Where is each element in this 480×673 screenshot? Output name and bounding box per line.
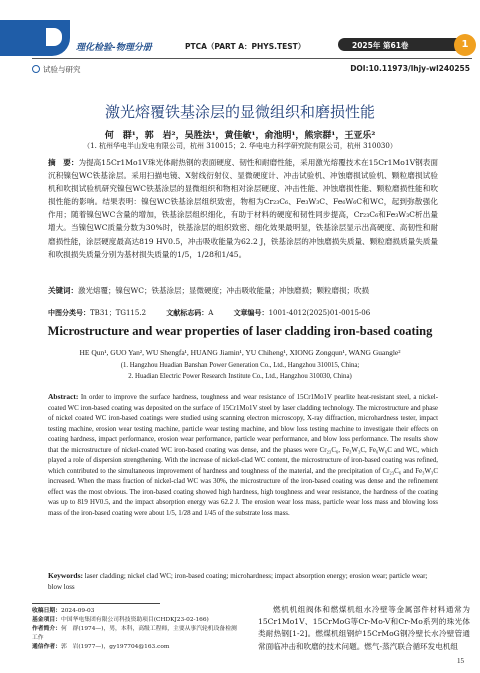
clc-label: 中图分类号：: [48, 308, 90, 317]
keywords-chinese: [48, 285, 448, 297]
keywords-cn-text: 激光熔覆；镍包WC；铁基涂层；显微硬度；冲击吸收能量；冲蚀磨损；颗粒磨损；吹损: [78, 286, 369, 295]
abstract-cn-text: 为提高15Cr1Mo1V珠光体耐热钢的表面硬度、韧性和耐磨性能，采用激光熔覆技术在15Cr1Mo1V钢表面沉积镍包WC铁基涂层。采用扫描电镜、X射线衍射仪、显微硬度计、冲击试验机、冲蚀磨损试验机、颗粒磨损试验机和吹损试验机研究镍包WC铁基涂层的显微组织和物相对涂层硬度、冲击性能、冲蚀磨损性能、颗粒磨损性能和吹损性能的影响。结果表明：镍包WC铁基涂层组织致密，物相为Cr₂₃C₆、Fe₃W₃C、Fe₆W₆C和WC，起到弥散强化作用；随着镍包WC含量的增加，铁基涂层组织细化，有助于材料的硬度和韧性同步提高，Cr₂₃C₆和Fe₃W₃C析出量增大。当镍包WC质量分数为30%时，铁基涂层的组织致密、细化效果最明显，铁基涂层显示出高硬度、高韧性和耐磨损性能，涂层硬度最高达819 HV0.5，冲击吸收能量为62.2 J，铁基涂层的冲蚀磨损失质量、颗粒磨损质量失质量和吹损损失质量分别为基材损失质量的1/5，1/28和1/45。: [48, 158, 439, 259]
fund-text: 中国华电集团有限公司科技资助项目(CHDKJ23-02-166): [61, 617, 209, 623]
abstract-en-text: In order to improve the surface hardness, toughness and wear resistance of 15Cr1Mo1V pearlite heat-resistant steel, a nickel-coated WC iron-based coating was deposited on the surface of 15Cr1Mo1V steel by laser cladding technology. The microstructure and phase of nickel coated WC iron-based coatings were studied using scanning electron microscopy, X-ray diffraction, microhardness tester, impact testing machine, erosion wear testing machine, particle wear testing machine, and blow loss testing machine to investigate their effects on coating hardness, impact performance, erosion wear performance, particle wear performance, and blow loss performance. The results show that the microstructure of nickel-coated WC iron-based coating was dense, and the phases were Cr₂₃C₆, Fe₃W₃C, Fe₆W₆C and WC, which played a role of dispersion strengthening. With the increase of nickel-clad WC content, the microstructure of iron-based coating was refined, which contributed to the simultaneous improvement of hardness and toughness of the material, and the precipitation of Cr₂₃C₆ and Fe₃W₃C increased. When the mass fraction of nickel-clad WC was 30%, the microstructure of the iron-based coating was dense and the refinement effect was the most obvious. The iron-based coating showed high hardness, high toughness and wear resistance, the hardness of the coating was up to 819 HV0.5, and the impact absorption energy was 62.2 J. The erosion wear loss mass, particle wear loss mass and blowing loss mass of the iron-based coating were about 1/5, 1/28 and 1/45 of the substrate loss mass.: [48, 394, 438, 518]
footnote-rule: [32, 603, 160, 604]
classification-info: [48, 308, 468, 318]
article-number-label: 文章编号：: [233, 308, 269, 317]
issue-number-badge: 1: [454, 34, 476, 56]
article-number-value: 1001-4012(2025)01-0015-06: [268, 309, 371, 317]
header-rule: [32, 58, 472, 59]
corresponding-text[interactable]: 郭 岩(1977—)，gy197704@163.com: [61, 644, 170, 650]
page-number: 15: [457, 657, 464, 665]
journal-logo: [0, 20, 70, 56]
category-icon: [32, 65, 40, 73]
affiliation-en-line-1: (1. Hangzhou Huadian Banshan Power Generation Co., Ltd., Hangzhou 310015, China;: [120, 362, 360, 369]
journal-header: [0, 0, 480, 60]
keywords-en-text: laser cladding; nickel clad WC; iron-based coating; microhardness; impact absorption energy; erosion wear; particle wear; blow loss: [48, 572, 428, 591]
doc-code-value: A: [208, 309, 214, 317]
abstract-en-label: Abstract:: [48, 392, 79, 401]
footnotes: [32, 607, 242, 652]
author-bio-text: 何 群(1974—)，男，本科，高级工程师，主要从事汽轮机设备检测工作: [32, 626, 237, 641]
affiliation-english: [0, 360, 480, 382]
journal-subtitle: PTCA（PART A：PHYS.TEST）: [185, 42, 306, 51]
authors-english: HE Qun¹, GUO Yan², WU Shengfa¹, HUANG Jiamin¹, YU Chiheng¹, XIONG Zongqun¹, WANG Guangle²: [79, 348, 401, 357]
affiliation-en-line-2: 2. Huadian Electric Power Research Institute Co., Ltd., Hangzhou 310030, China): [128, 373, 352, 380]
journal-name: 理化检验-物理分册: [76, 43, 152, 53]
abstract-cn-label: 摘 要：: [48, 158, 79, 167]
doi[interactable]: DOI:10.11973/lhjy-wl240255: [350, 64, 470, 73]
abstract-chinese: [48, 156, 438, 261]
clc-value: TB31；TG115.2: [90, 309, 147, 317]
keywords-cn-label: 关键词：: [48, 286, 78, 295]
corresponding-label: 通信作者：: [32, 644, 61, 650]
authors-chinese: 何 群¹，郭 岩²，吴胜法¹，黄佳敏¹，俞池明¹，熊宗群¹，王亚乐²: [104, 131, 376, 141]
received-date: 2024-09-03: [61, 608, 95, 614]
affiliation-chinese: （1. 杭州华电半山发电有限公司，杭州 310015；2. 华电电力科学研究院有限公司，杭州 310030）: [83, 142, 397, 150]
body-text-intro: 燃机机组阀体和燃煤机组水冷壁等金属部件材料通常为15Cr1Mo1V、15CrMoG等Cr-Mo-V和Cr-Mo系列的珠光体类耐热钢[1-2]。燃煤机组钢炉15CrMoG钢冷壁长水冷壁管通常面临冲击和吹磨的技术问题。燃气-蒸汽联合循环发电机组: [258, 605, 470, 651]
title-chinese: 激光熔覆铁基涂层的显微组织和磨损性能: [104, 103, 375, 121]
issue-badge: [338, 34, 480, 52]
title-english: Microstructure and wear properties of laser cladding iron-based coating: [47, 324, 433, 338]
doc-code-label: 文献标志码：: [166, 308, 209, 317]
section-category: [32, 64, 81, 75]
keywords-english: [48, 570, 438, 593]
received-label: 收稿日期：: [32, 608, 61, 614]
abstract-english: [48, 392, 438, 520]
fund-label: 基金项目：: [32, 617, 61, 623]
category-label: 试验与研究: [43, 65, 81, 74]
issue-text: 2025年 第61卷: [352, 41, 409, 50]
author-bio-label: 作者简介：: [32, 626, 61, 632]
keywords-en-label: Keywords:: [48, 571, 83, 580]
